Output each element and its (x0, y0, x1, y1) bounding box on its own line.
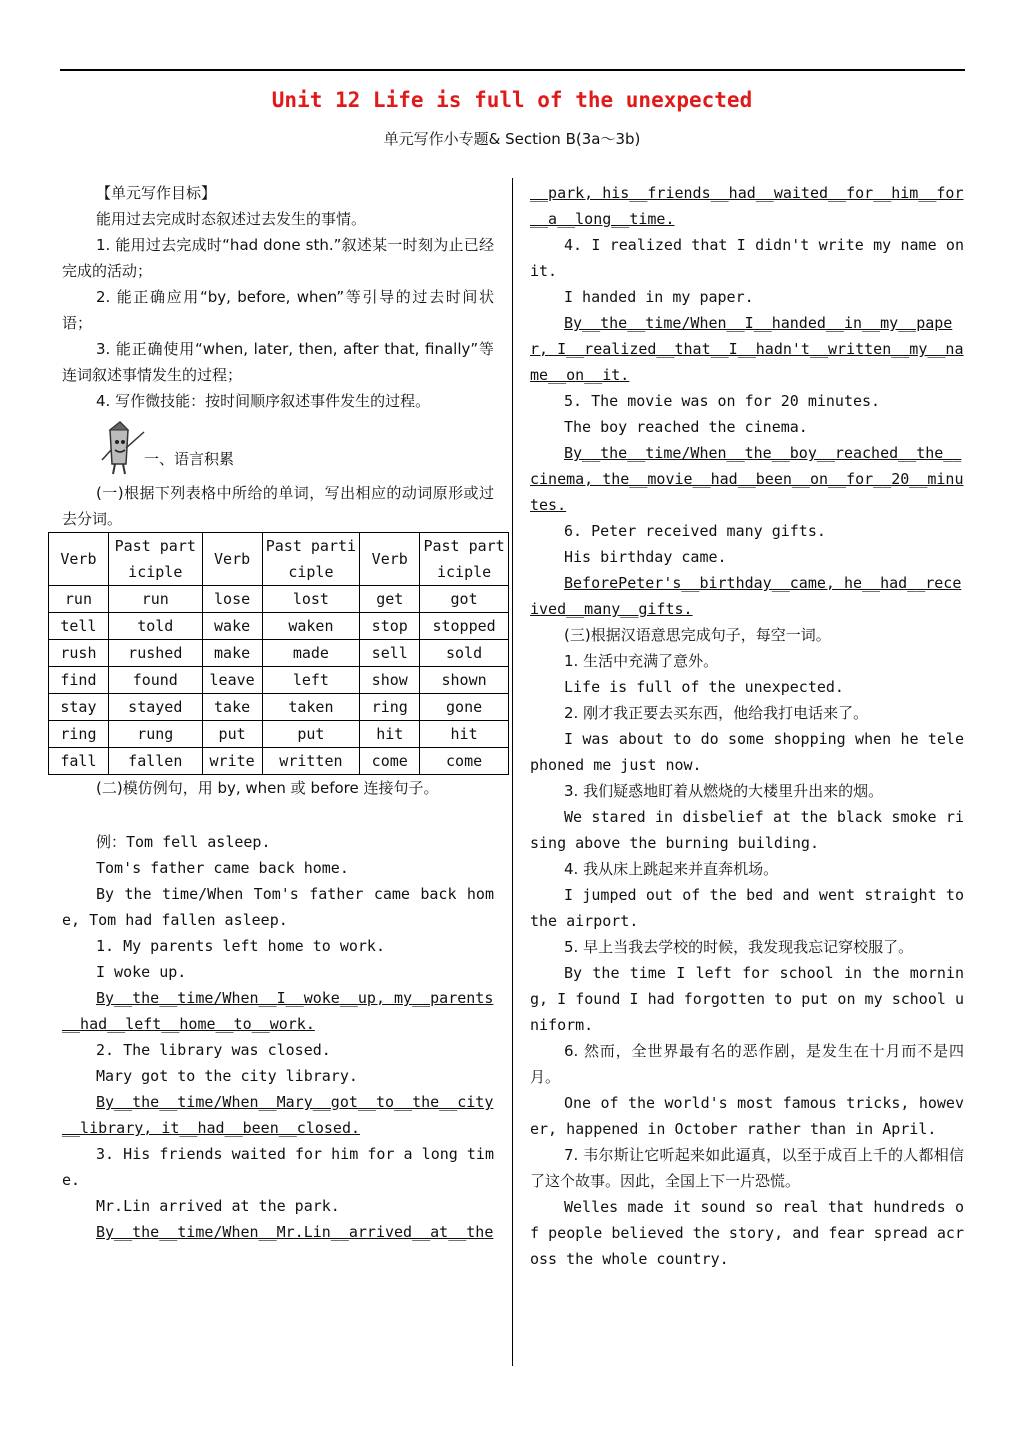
table-row (49, 640, 509, 667)
table-cell: rung (108, 721, 202, 748)
exercise-question: 2. The library was closed. (96, 1041, 331, 1059)
table-cell: left (262, 667, 360, 694)
table-cell: stop (360, 613, 420, 640)
exercise-answer-part: By__the__time/When__Mr.Lin__arrived__at__the (96, 1223, 494, 1241)
table-cell: leave (202, 667, 262, 694)
table-cell: wake (202, 613, 262, 640)
translation-en: One of the world's most famous tricks, however, happened in October rather than in April. (530, 1094, 964, 1138)
top-rule (60, 69, 965, 71)
translation-en: We stared in disbelief at the black smoke rising above the burning building. (530, 808, 964, 852)
translation-cn: 3. 我们疑惑地盯着从燃烧的大楼里升出来的烟。 (564, 782, 884, 800)
table-cell: get (360, 586, 420, 613)
exercise-question: I handed in my paper. (564, 288, 754, 306)
table-header: Verb (49, 533, 109, 586)
goals-heading: 【单元写作目标】 (96, 184, 217, 202)
exercise-question: 1. My parents left home to work. (96, 937, 385, 955)
exercise-question: His birthday came. (564, 548, 727, 566)
table-cell: waken (262, 613, 360, 640)
translation-en: I was about to do some shopping when he telephoned me just now. (530, 730, 964, 774)
table-row (49, 748, 509, 775)
table-cell: shown (420, 667, 509, 694)
table-header-row (49, 533, 509, 586)
exercise-answer: By__the__time/When__I__handed__in__my__paper, I__realized__that__I__hadn't__written__my__name__on__it. (530, 314, 964, 384)
goal-item: 4. 写作微技能：按时间顺序叙述事件发生的过程。 (96, 392, 431, 410)
table-cell: find (49, 667, 109, 694)
left-column (60, 180, 505, 1271)
exercise-question: 3. His friends waited for him for a long time. (62, 1145, 494, 1189)
table-cell: show (360, 667, 420, 694)
translation-cn: 5. 早上当我去学校的时候，我发现我忘记穿校服了。 (564, 938, 914, 956)
exercise-question: The boy reached the cinema. (564, 418, 808, 436)
table-cell: written (262, 748, 360, 775)
table-cell: put (262, 721, 360, 748)
column-divider (512, 178, 513, 1366)
table-cell: put (202, 721, 262, 748)
part2-instruction: (二)模仿例句，用 by, when 或 before 连接句子。 (96, 779, 439, 797)
table-row (49, 721, 509, 748)
page-title: Unit 12 Life is full of the unexpected (271, 88, 753, 112)
section-heading (62, 414, 494, 480)
section-title: 一、语言积累 (144, 450, 235, 468)
translation-cn: 6. 然而，全世界最有名的恶作剧，是发生在十月而不是四月。 (530, 1042, 964, 1086)
exercise-question: Mary got to the city library. (96, 1067, 358, 1085)
goals-intro: 能用过去完成时态叙述过去发生的事情。 (96, 210, 367, 228)
table-cell: found (108, 667, 202, 694)
exercise-question: 4. I realized that I didn't write my name on it. (530, 236, 964, 280)
exercise-question: I woke up. (96, 963, 187, 981)
right-column (530, 180, 964, 1272)
table-cell: take (202, 694, 262, 721)
part1-instruction: (一)根据下列表格中所给的单词，写出相应的动词原形或过去分词。 (62, 484, 494, 528)
table-cell: fall (49, 748, 109, 775)
table-cell: hit (360, 721, 420, 748)
table-cell: gone (420, 694, 509, 721)
table-cell: rushed (108, 640, 202, 667)
table-cell: come (360, 748, 420, 775)
pencil-character-icon (98, 420, 148, 476)
table-cell: rush (49, 640, 109, 667)
table-cell: hit (420, 721, 509, 748)
table-cell: told (108, 613, 202, 640)
verb-table (48, 532, 509, 775)
exercise-answer-continued: __park, his__friends__had__waited__for__him__for__a__long__time. (530, 184, 964, 228)
translation-cn: 4. 我从床上跳起来并直奔机场。 (564, 860, 779, 878)
table-cell: ring (360, 694, 420, 721)
translation-en: I jumped out of the bed and went straight to the airport. (530, 886, 964, 930)
table-cell: run (108, 586, 202, 613)
table-cell: lose (202, 586, 262, 613)
table-header: Verb (360, 533, 420, 586)
goal-item: 3. 能正确使用“when, later, then, after that, finally”等连词叙述事情发生的过程； (62, 340, 494, 384)
exercise-question: 6. Peter received many gifts. (564, 522, 826, 540)
exercise-answer: By__the__time/When__I__woke__up, my__parents__had__left__home__to__work. (62, 989, 494, 1033)
exercise-question: Mr.Lin arrived at the park. (96, 1197, 340, 1215)
exercise-answer: By__the__time/When__Mary__got__to__the__city__library, it__had__been__closed. (62, 1093, 494, 1137)
example-line: Tom's father came back home. (96, 859, 349, 877)
exercise-answer: BeforePeter's__birthday__came, he__had__received__many__gifts. (530, 574, 962, 618)
table-row (49, 667, 509, 694)
table-cell: run (49, 586, 109, 613)
table-row (49, 694, 509, 721)
table-cell: fallen (108, 748, 202, 775)
example-line: 例：Tom fell asleep. (96, 833, 271, 851)
table-cell: stay (49, 694, 109, 721)
table-cell: taken (262, 694, 360, 721)
spacer (62, 801, 494, 829)
part3-instruction: (三)根据汉语意思完成句子，每空一词。 (564, 626, 831, 644)
exercise-answer: By__the__time/When__the__boy__reached__the__cinema, the__movie__had__been__on__for__20__minutes. (530, 444, 964, 514)
table-cell: make (202, 640, 262, 667)
translation-en: By the time I left for school in the morning, I found I had forgotten to put on my school uniform. (530, 964, 964, 1034)
table-cell: stopped (420, 613, 509, 640)
translation-cn: 7. 韦尔斯让它听起来如此逼真，以至于成百上千的人都相信了这个故事。因此，全国上下一片恐慌。 (530, 1146, 964, 1190)
table-cell: come (420, 748, 509, 775)
table-cell: stayed (108, 694, 202, 721)
table-header: Past participle (420, 533, 509, 586)
table-cell: got (420, 586, 509, 613)
translation-cn: 2. 刚才我正要去买东西，他给我打电话来了。 (564, 704, 869, 722)
exercise-question: 5. The movie was on for 20 minutes. (564, 392, 881, 410)
page-subtitle: 单元写作小专题& Section B(3a～3b) (383, 130, 641, 148)
translation-en: Welles made it sound so real that hundreds of people believed the story, and fear spread across the whole country. (530, 1198, 964, 1268)
translation-cn: 1. 生活中充满了意外。 (564, 652, 719, 670)
table-cell: sell (360, 640, 420, 667)
table-cell: made (262, 640, 360, 667)
table-header: Past participle (108, 533, 202, 586)
goal-item: 2. 能正确应用“by, before, when”等引导的过去时间状语； (62, 288, 494, 332)
table-cell: sold (420, 640, 509, 667)
table-cell: write (202, 748, 262, 775)
goal-item: 1. 能用过去完成时“had done sth.”叙述某一时刻为止已经完成的活动； (62, 236, 494, 280)
table-header: Verb (202, 533, 262, 586)
table-cell: ring (49, 721, 109, 748)
table-cell: tell (49, 613, 109, 640)
table-header: Past participle (262, 533, 360, 586)
example-answer: By the time/When Tom's father came back home, Tom had fallen asleep. (62, 885, 494, 929)
table-row (49, 586, 509, 613)
table-cell: lost (262, 586, 360, 613)
table-row (49, 613, 509, 640)
translation-en: Life is full of the unexpected. (564, 678, 844, 696)
